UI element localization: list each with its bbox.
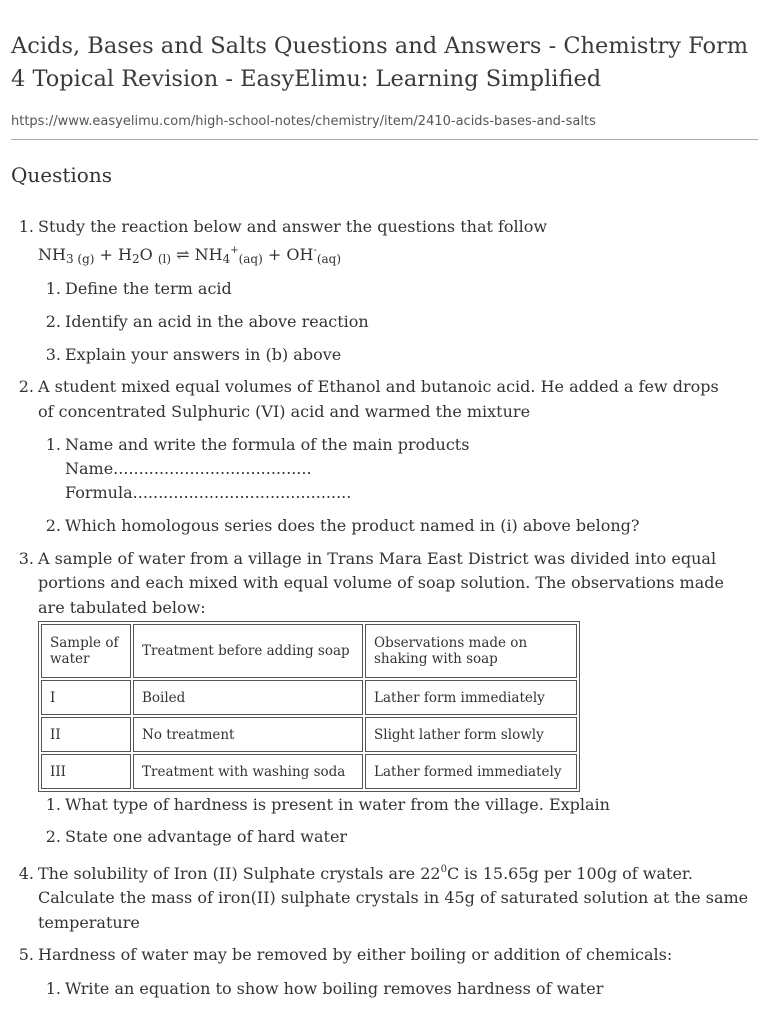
chemical-equation: $NH_{3 (g)} + H_2O$ $_{(l)}$ ⇌ $NH_4^+_{(aq)} + OH^-_{(aq)}$ <box>38 245 342 266</box>
subquestion-number: 2. <box>45 312 61 331</box>
subquestion-text: What type of hardness is present in water from the village. Explain <box>65 795 610 814</box>
source-url[interactable]: https://www.easyelimu.com/high-school-notes/chemistry/item/2410-acids-bases-and-salts <box>11 114 596 129</box>
subquestion-text: Write an equation to show how boiling removes hardness of water <box>65 979 604 998</box>
question-text: Study the reaction below and answer the questions that follow <box>38 217 548 236</box>
subquestion-number: 3. <box>45 345 61 364</box>
table-header-row <box>41 624 577 678</box>
subquestion-text: Name and write the formula of the main products <box>65 435 470 454</box>
observations-table <box>38 621 580 792</box>
question-number: 1. <box>18 217 34 236</box>
subquestion-number: 1. <box>45 979 61 998</box>
question-text-line: The solubility of Iron (II) Sulphate crystals are $22^0C$ is 15.65g per 100g of water. <box>38 864 693 883</box>
table-cell: Lather formed immediately <box>365 754 577 789</box>
table-cell: II <box>41 717 131 752</box>
table-row <box>41 754 577 789</box>
table-row <box>41 680 577 715</box>
table-cell: Lather form immediately <box>365 680 577 715</box>
question-number: 5. <box>18 945 34 964</box>
page-title: Acids, Bases and Salts Questions and Answers - Chemistry Form 4 Topical Revision - EasyElimu: Learning Simplified <box>11 33 749 92</box>
question-text-line: are tabulated below: <box>38 598 206 617</box>
subquestion-number: 2. <box>45 516 61 535</box>
table-cell: I <box>41 680 131 715</box>
subquestion-number: 1. <box>45 435 61 454</box>
subquestion-text: Explain your answers in (b) above <box>65 345 342 364</box>
table-header-cell: Treatment before adding soap <box>133 624 363 678</box>
subquestion-number: 2. <box>45 827 61 846</box>
table-header-cell: Observations made on shaking with soap <box>365 624 577 678</box>
subquestion-number: 1. <box>45 795 61 814</box>
answer-line-formula: Formula........................................... <box>65 483 352 502</box>
question-text-line: A sample of water from a village in Trans Mara East District was divided into equal <box>38 549 717 568</box>
question-text-line: Calculate the mass of iron(II) sulphate crystals in 45g of saturated solution at the same <box>38 888 749 907</box>
question-text-line: temperature <box>38 913 140 932</box>
table-cell: No treatment <box>133 717 363 752</box>
subquestion-text: Define the term acid <box>65 279 232 298</box>
table-header-cell: Sample of water <box>41 624 131 678</box>
question-text-line: portions and each mixed with equal volume of soap solution. The observations made <box>38 573 724 592</box>
table-cell: III <box>41 754 131 789</box>
question-text-line: A student mixed equal volumes of Ethanol and butanoic acid. He added a few drops <box>38 377 719 396</box>
table-cell: Boiled <box>133 680 363 715</box>
table-row <box>41 717 577 752</box>
question-number: 2. <box>18 377 34 396</box>
question-text: Hardness of water may be removed by either boiling or addition of chemicals: <box>38 945 673 964</box>
subquestion-text: State one advantage of hard water <box>65 827 348 846</box>
section-heading: Questions <box>11 163 112 187</box>
question-number: 3. <box>18 549 34 568</box>
subquestion-text: Identify an acid in the above reaction <box>65 312 369 331</box>
answer-line-name: Name....................................... <box>65 459 312 478</box>
table-cell: Slight lather form slowly <box>365 717 577 752</box>
question-number: 4. <box>18 864 34 883</box>
subquestion-number: 1. <box>45 279 61 298</box>
subquestion-text: Which homologous series does the product named in (i) above belong? <box>65 516 640 535</box>
question-text-line: of concentrated Sulphuric (VI) acid and warmed the mixture <box>38 402 531 421</box>
table-cell: Treatment with washing soda <box>133 754 363 789</box>
divider <box>11 139 758 140</box>
